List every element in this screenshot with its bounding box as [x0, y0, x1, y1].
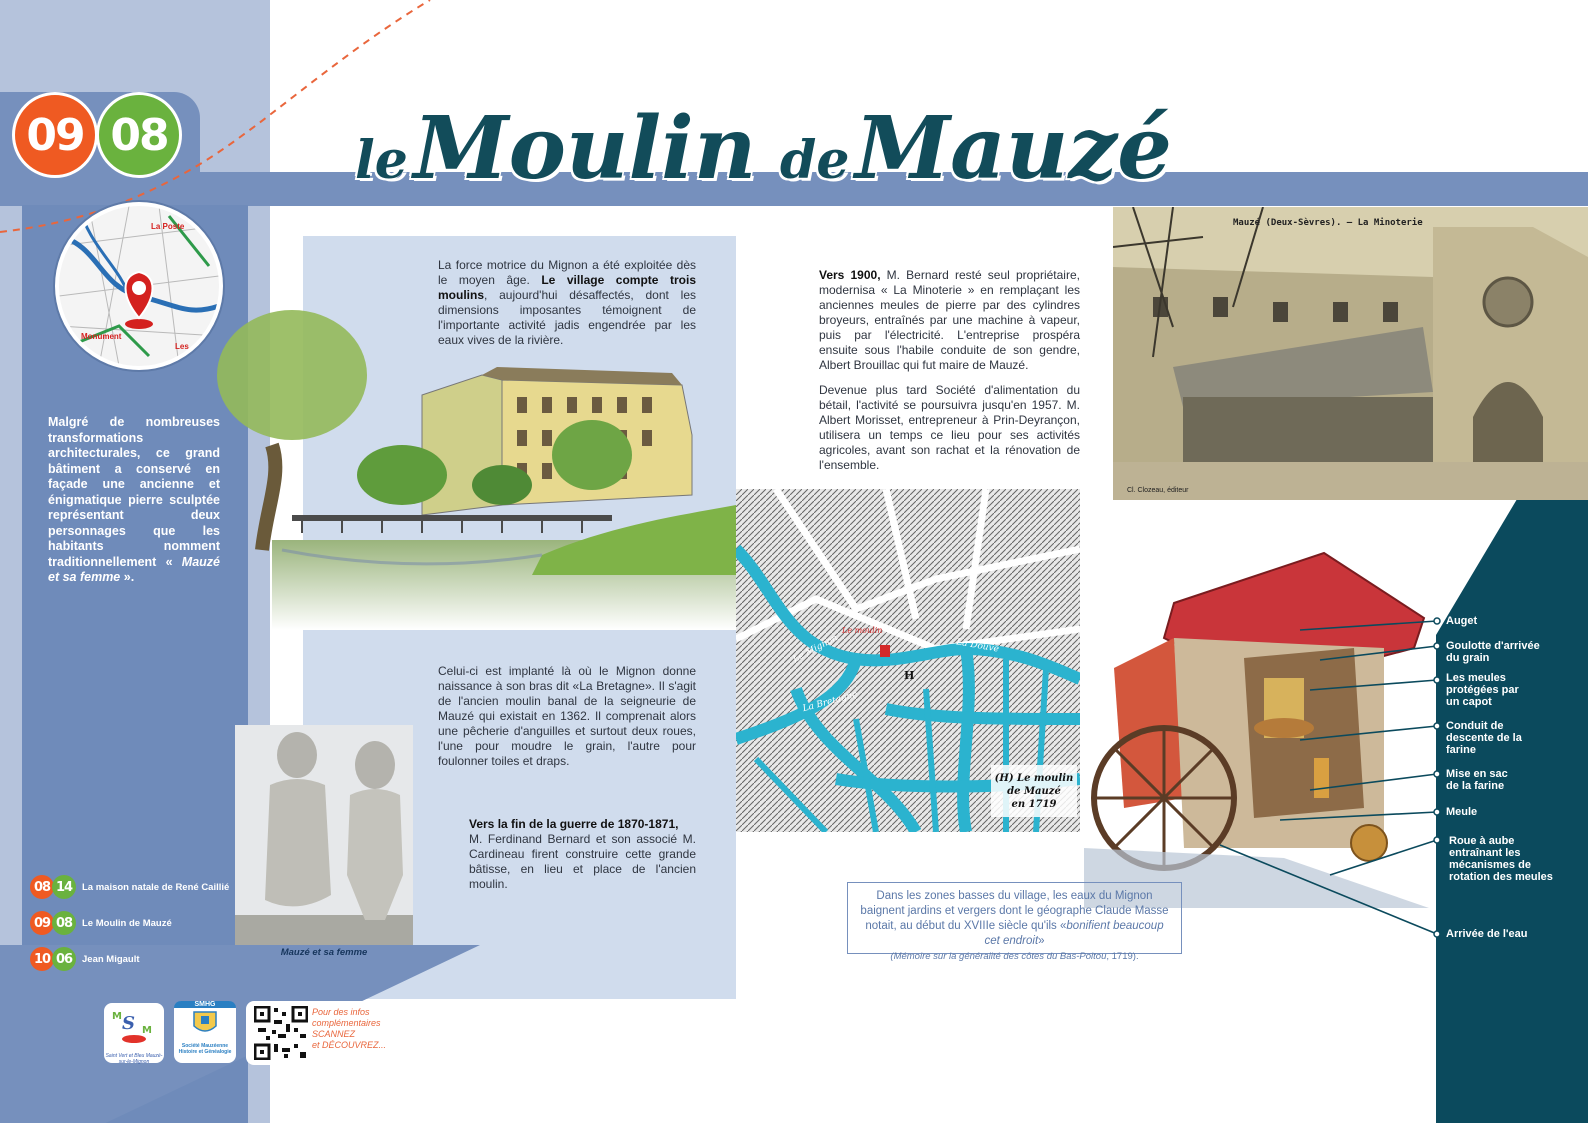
masse-quote-box	[847, 882, 1182, 962]
map-legend-line1: (H) Le moulin	[994, 773, 1074, 784]
qr-text-line4: et DÉCOUVREZ...	[312, 1040, 387, 1050]
legend-connector-lines	[1150, 600, 1445, 950]
paragraph1-bold: Le village compte trois moulins	[438, 273, 696, 302]
paragraph-vers-1900	[819, 268, 1080, 373]
logo-svb-drawing	[104, 1003, 164, 1048]
statue-photo	[235, 725, 413, 945]
legend-roue: Roue à aube entraînant les mécanismes de rotation des meules	[1449, 835, 1553, 883]
left-intro-text	[48, 415, 220, 586]
nav-label: Le Moulin de Mauzé	[82, 917, 172, 929]
paragraph4-text: M. Bernard resté seul propriétaire, modernisa « La Minoterie » en remplaçant les anciennes meules de pierre par des cylindres broyeurs, entraînés par une machine à vapeur, puis par l'électricité. L'entreprise prospéra ensuite sous l'habile conduite de son gendre, Albert Brouillac qui fut maire de Mauzé.	[819, 268, 1080, 372]
logo-smhg-top: SMHG	[174, 1001, 236, 1008]
title-word-mauze: Mauzé	[854, 98, 1172, 199]
qr-code[interactable]	[254, 1006, 308, 1060]
statue-caption: Mauzé et sa femme	[280, 947, 368, 958]
quote-text: Dans les zones basses du village, les eaux du Mignon baignent jardins et vergers dont le géographe Claude Masse notait, au début du XVIIIe siècle qu'ils «	[860, 890, 1169, 932]
statue-drawing	[235, 725, 413, 945]
locator-map	[55, 202, 223, 370]
locator-label-les: Les	[175, 342, 189, 351]
paragraph-1957: Devenue plus tard Société d'alimentation du bétail, l'activité se poursuivra jusqu'en 1957. M. Albert Morisset, entrepreneur à Prin-Deyrançon, utilisera un temps ce lieu pour ses activités agricoles, avant son rachat et la rénovation de l'ensemble.	[819, 383, 1080, 472]
left-text-part1: Malgré de nombreuses transformations architecturales, ce grand bâtiment a conservé en façade une ancienne et énigmatique pierre sculptée représentant deux personnages que les habitants nomment traditionnellement «	[48, 415, 220, 569]
nav-number-first: 09	[30, 911, 54, 935]
legend-meule: Meule	[1446, 806, 1478, 818]
map-legend-line2: de Mauzé	[1007, 786, 1061, 797]
nav-number-second: 08	[52, 911, 76, 935]
station-number-badge-secondary: 08	[96, 92, 182, 178]
qr-text-line1: Pour des infos	[312, 1007, 370, 1017]
quote-reference: (Mémoire sur la généralité des côtes du Bas-Poitou	[890, 951, 1107, 962]
map-label-bretagne: La Bretagne	[801, 689, 859, 715]
logo-smhg-text: Société Mauzéenne Histoire et Généalogie	[178, 1043, 232, 1055]
map-label-douve: La Douve	[955, 637, 1000, 655]
map-legend	[991, 772, 1077, 811]
paragraph1-pre: La force motrice du Mignon a été exploitée dès le moyen âge.	[438, 258, 696, 287]
nav-item-moulin-mauze[interactable]	[30, 911, 172, 935]
locator-label-poste: La Poste	[151, 222, 185, 231]
map-legend-line3: en 1719	[1011, 799, 1057, 810]
map-marker-h: H	[904, 669, 915, 682]
logo-smhg	[174, 1001, 236, 1063]
quote-reference-end: , 1719).	[1106, 951, 1139, 962]
title-word-moulin: Moulin	[413, 98, 757, 199]
qr-text-line2: complémentaires	[312, 1018, 381, 1028]
nav-number-second: 14	[52, 875, 76, 899]
qr-text-line3: SCANNEZ	[312, 1029, 356, 1039]
paragraph3-text: M. Ferdinand Bernard et son associé M. Cardineau firent construire cette grande bâtisse, en lieu et place de l'ancien moulin.	[469, 832, 696, 891]
map-label-mignon: Le Mignon	[791, 633, 840, 665]
qr-info-panel	[246, 1001, 422, 1065]
left-text-italic: Mauzé et sa femme	[48, 554, 220, 584]
paragraph4-bold: Vers 1900,	[819, 268, 881, 282]
postcard-photo	[1113, 207, 1588, 500]
mill-watercolor-illustration	[212, 305, 736, 630]
quote-italic: bonifient beaucoup cet endroit	[984, 920, 1164, 947]
paragraph3-bold: Vers la fin de la guerre de 1870-1871,	[469, 817, 679, 831]
svg-text:M: M	[112, 1011, 122, 1022]
logo-saint-vert-bleu	[104, 1003, 164, 1063]
legend-meules-capot: Les meules protégées par un capot	[1446, 672, 1519, 708]
postcard-drawing	[1113, 207, 1588, 500]
legend-auget: Auget	[1446, 615, 1478, 627]
paragraph1-post: , aujourd'hui désaffectés, dont les dimensions imposantes témoignent de l'importante activité jadis engendrée par les eaux vives de la rivière.	[438, 288, 696, 347]
logo-svb-text: Saint Vert et Bleu Mauzé-sur-le-Mignon	[105, 1053, 163, 1065]
title-prefix: le	[355, 130, 408, 191]
old-town-map	[736, 489, 1080, 832]
page-title	[355, 98, 1255, 203]
quote-close: »	[1038, 935, 1045, 947]
nav-label: La maison natale de René Caillié	[82, 881, 230, 893]
qr-text	[312, 1007, 418, 1051]
locator-label-monument: Monument	[81, 332, 122, 341]
nav-item-rene-caillie[interactable]	[30, 875, 229, 899]
postcard-credit: Cl. Clozeau, éditeur	[1127, 487, 1189, 494]
nav-label: Jean Migault	[82, 953, 140, 965]
paragraph-guerre-1870	[469, 817, 696, 892]
logo-smhg-emblem	[174, 1008, 236, 1038]
nav-number-first: 08	[30, 875, 54, 899]
watercolor-drawing	[212, 305, 736, 630]
map-label-moulin: Le moulin	[842, 626, 883, 635]
legend-goulotte: Goulotte d'arrivée du grain	[1446, 640, 1540, 664]
nav-number-second: 06	[52, 947, 76, 971]
nav-item-jean-migault[interactable]	[30, 947, 140, 971]
locator-map-drawing	[59, 206, 219, 366]
svg-text:M: M	[142, 1025, 152, 1036]
nav-number-first: 10	[30, 947, 54, 971]
postcard-caption: Mauzé (Deux-Sèvres). — La Minoterie	[1233, 218, 1423, 228]
station-number-badge: 09	[12, 92, 98, 178]
legend-mise-en-sac: Mise en sac de la farine	[1446, 768, 1508, 792]
legend-arrivee-eau: Arrivée de l'eau	[1446, 928, 1528, 940]
left-text-part2: ».	[120, 570, 135, 584]
legend-conduit: Conduit de descente de la farine	[1446, 720, 1522, 756]
title-joiner: de	[779, 130, 850, 191]
svg-text:S: S	[122, 1013, 135, 1034]
paragraph-implantation: Celui-ci est implanté là où le Mignon donne naissance à son bras dit «La Bretagne». Il s'agit de l'ancien moulin banal de la seigneurie de Mauzé qui existait en 1362. Il comprenait alors une pêcherie d'anguilles et surtout deux roues, l'une pour moudre le grain, l'autre pour foulonner toiles et draps.	[438, 664, 696, 768]
